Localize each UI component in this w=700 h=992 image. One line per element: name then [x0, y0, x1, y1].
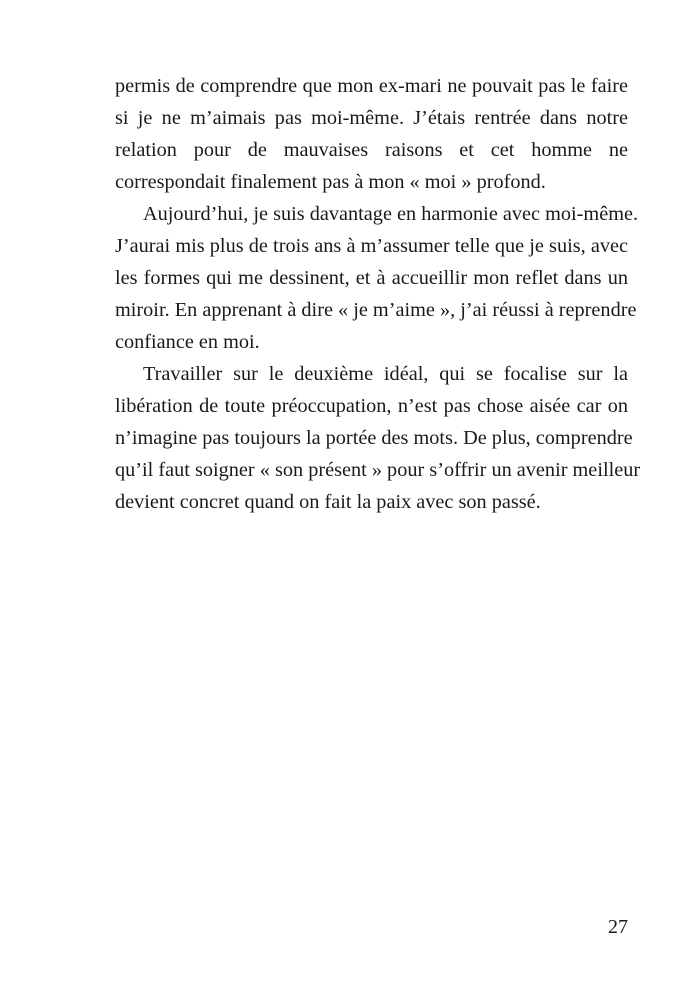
text-line: J’aurai mis plus de trois ans à m’assumer telle que je suis, avec — [115, 235, 628, 257]
text-line: qu’il faut soigner « son présent » pour s’offrir un avenir meilleur — [115, 459, 641, 481]
paragraph-2 — [115, 198, 639, 358]
text-line: si je ne m’aimais pas moi-même. J’étais rentrée dans notre — [115, 107, 628, 129]
text-line: devient concret quand on fait la paix avec son passé. — [115, 491, 541, 513]
body-text — [115, 70, 641, 518]
text-line: relation pour de mauvaises raisons et cet homme ne — [115, 139, 628, 161]
paragraph-1 — [115, 70, 628, 198]
text-line: permis de comprendre que mon ex-mari ne pouvait pas le faire — [115, 75, 628, 97]
text-line: miroir. En apprenant à dire « je m’aime », j’ai réussi à reprendre — [115, 299, 637, 321]
text-line: confiance en moi. — [115, 331, 260, 353]
page-number: 27 — [608, 916, 628, 938]
text-line: Travailler sur le deuxième idéal, qui se focalise sur la — [143, 363, 628, 385]
text-line: correspondait finalement pas à mon « moi » profond. — [115, 171, 546, 193]
text-line: libération de toute préoccupation, n’est pas chose aisée car on — [115, 395, 628, 417]
text-line: les formes qui me dessinent, et à accueillir mon reflet dans un — [115, 267, 628, 289]
paragraph-3 — [115, 358, 641, 518]
text-line: n’imagine pas toujours la portée des mots. De plus, comprendre — [115, 427, 633, 449]
text-line: Aujourd’hui, je suis davantage en harmonie avec moi-même. — [143, 203, 639, 225]
